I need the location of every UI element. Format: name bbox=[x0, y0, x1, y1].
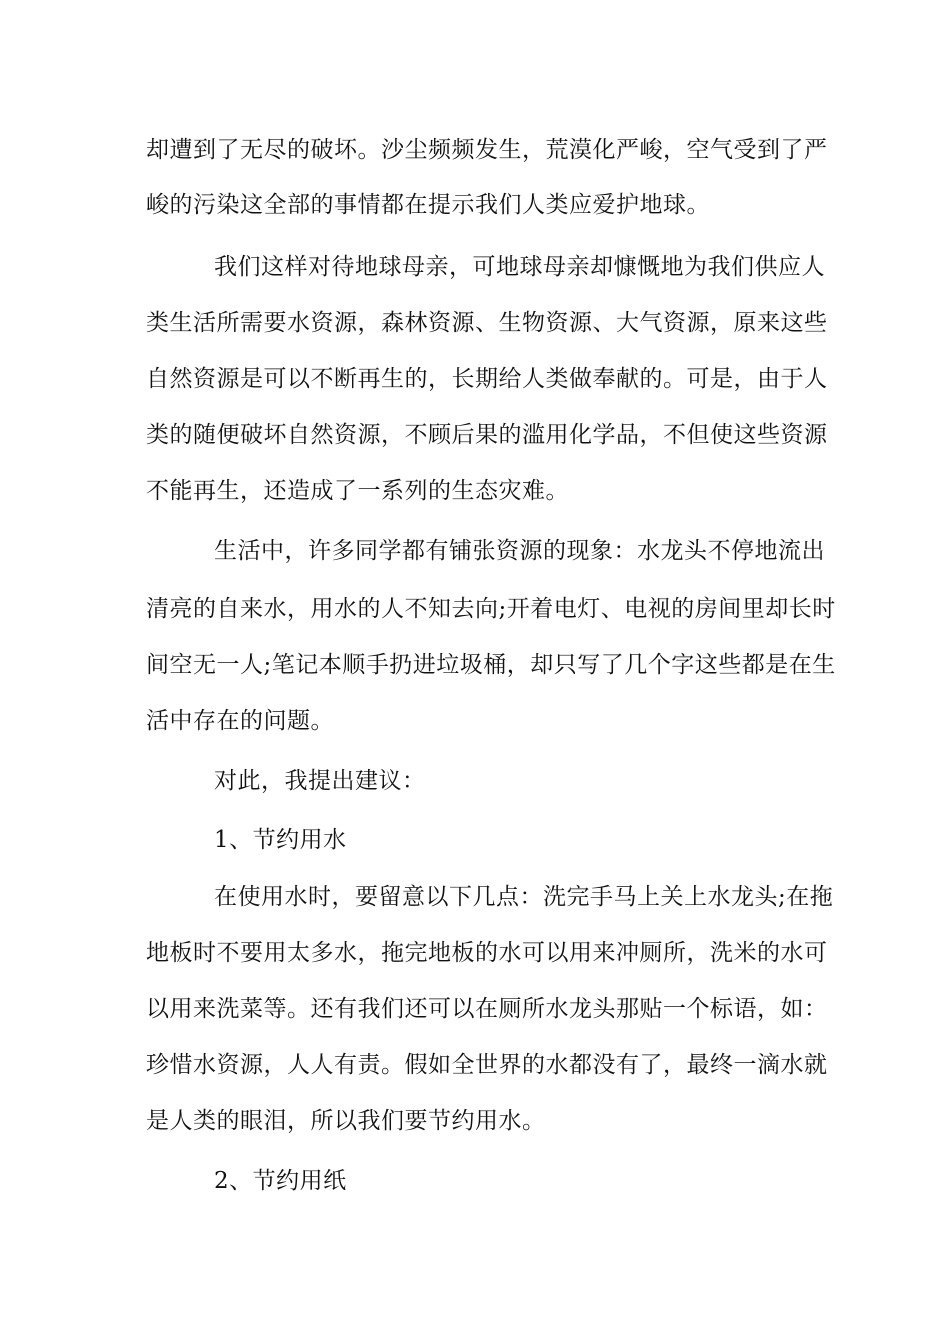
text-line: 不能再生，还造成了一系列的生态灾难。 bbox=[146, 478, 569, 504]
text-line: 活中存在的问题。 bbox=[146, 708, 334, 734]
text-line: 是人类的眼泪，所以我们要节约用水。 bbox=[146, 1108, 546, 1134]
paragraph-start-line: 在使用水时，要留意以下几点：洗完手马上关上水龙头;在拖 bbox=[214, 884, 834, 910]
text-line: 间空无一人;笔记本顺手扔进垃圾桶，却只写了几个字这些都是在生 bbox=[146, 652, 836, 678]
text-line: 峻的污染这全部的事情都在提示我们人类应爱护地球。 bbox=[146, 192, 710, 218]
paragraph-start-line: 生活中，许多同学都有铺张资源的现象：水龙头不停地流出 bbox=[214, 538, 825, 564]
text-line: 类的随便破坏自然资源，不顾后果的滥用化学品，不但使这些资源 bbox=[146, 422, 828, 448]
text-line: 却遭到了无尽的破坏。沙尘频频发生，荒漠化严峻，空气受到了严 bbox=[146, 137, 828, 163]
text-line: 地板时不要用太多水，拖完地板的水可以用来冲厕所，洗米的水可 bbox=[146, 940, 828, 966]
text-line: 自然资源是可以不断再生的，长期给人类做奉献的。可是，由于人 bbox=[146, 366, 828, 392]
text-line: 清亮的自来水，用水的人不知去向;开着电灯、电视的房间里却长时 bbox=[146, 596, 836, 622]
text-line: 珍惜水资源，人人有责。假如全世界的水都没有了，最终一滴水就 bbox=[146, 1052, 828, 1078]
text-line: 类生活所需要水资源，森林资源、生物资源、大气资源，原来这些 bbox=[146, 310, 828, 336]
paragraph-start-line: 我们这样对待地球母亲，可地球母亲却慷慨地为我们供应人 bbox=[214, 254, 825, 280]
text-line: 以用来洗菜等。还有我们还可以在厕所水龙头那贴一个标语，如： bbox=[146, 996, 828, 1022]
section-heading: 2、节约用纸 bbox=[214, 1168, 347, 1194]
paragraph-start-line: 对此，我提出建议： bbox=[214, 768, 426, 794]
section-heading: 1、节约用水 bbox=[214, 827, 347, 853]
